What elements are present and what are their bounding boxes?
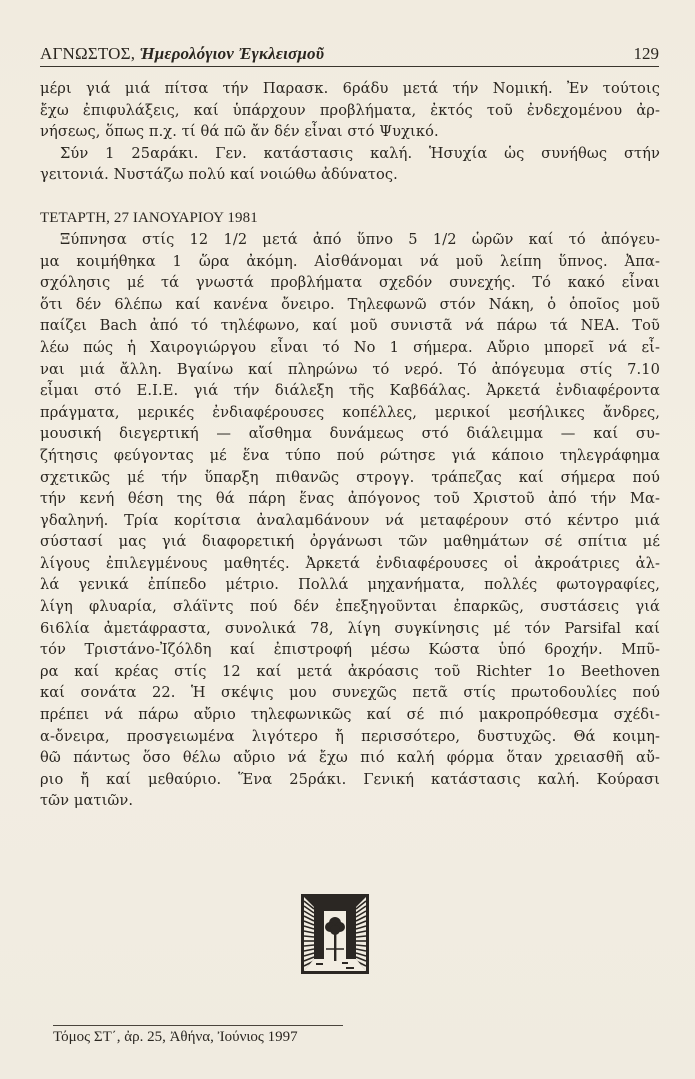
text-line: ἔχω ἐπιφυλάξεις, καί ὑπάρχουν προβλήματα, ἐκτός τοῦ ἐνδεχομένου ἀρ- <box>40 101 660 119</box>
text-line: παίζει Bach ἀπό τό τηλέφωνο, καί μοῦ συνιστᾶ νά πάρω τά ΝΕΑ. Τοῦ <box>40 317 660 335</box>
text-line: Σύν 1 25αράκι. Γεν. κατάστασις καλή. Ἡσυχία ὡς συνήθως στήν <box>60 144 660 162</box>
text-line: τῶν ματιῶν. <box>40 792 134 810</box>
text-line: καί σονάτα 22. Ἡ σκέψις μου συνεχῶς πετᾶ στίς πρωτο6ουλίες πού <box>40 684 660 702</box>
text-line: ριο ἤ καί μεθαύριο. Ἕνα 25ράκι. Γενική κατάστασις καλή. Κούρασι <box>40 770 660 788</box>
running-header <box>40 44 659 67</box>
text-line: μα κοιμήθηκα 1 ὥρα ἀκόμη. Αἰσθάνομαι νά μοῦ λείπη ὕπνος. Ἀπα- <box>40 252 660 270</box>
text-line: λίγους ἐπιλεγμένους μαθητές. Ἀρκετά ἐνδιαφέρουσες οἱ ἀκροάτριες ἀλ- <box>40 554 660 572</box>
text-line: εἶμαι στό Ε.Ι.Ε. γιά τήν διάλεξη τῆς Καβ6άλας. Ἀρκετά ἐνδιαφέροντα <box>40 382 660 400</box>
text-line: ζήτησις φεύγοντας μέ ἕνα τύπο πού ρώτησε γιά κάποιο τηλεγράφημα <box>40 446 660 464</box>
text-line: μέρι γιά μιά πίτσα τήν Παρασκ. 6ράδυ μετά τήν Νομική. Ἐν τούτοις <box>40 80 660 97</box>
page-number: 129 <box>633 44 659 63</box>
text-line: νήσεως, ὅπως π.χ. τί θά πῶ ἄν δέν εἶναι στό Ψυχικό. <box>40 123 439 141</box>
paragraph-1 <box>40 78 660 143</box>
text-line: θῶ πάντως ὅσο θέλω αὔριο νά ἔχω πιό καλή φόρμα ὅταν χρειασθῆ αὔ- <box>40 749 660 767</box>
text-line: λίγη φλυαρία, σλάϊντς πού δέν ἐπεξηγοῦνται ἐπαρκῶς, συστάσεις γιά <box>40 598 660 616</box>
text-line: σχόλησις μέ τά γνωστά προβλήματα σχεδόν συνεχής. Τό κακό εἶναι <box>40 274 660 292</box>
date-heading: ΤΕΤΑΡΤΗ, 27 ΙΑΝΟΥΑΡΙΟΥ 1981 <box>40 209 258 226</box>
body-text <box>40 78 660 812</box>
text-line: σχετικῶς μέ τήν ὕπαρξη πιθανῶς στρογγ. τράπεζας καί σήμερα πού <box>40 468 660 486</box>
text-line: ρα καί κρέας στίς 12 καί μετά ἀκρόασις τοῦ Richter 1o Beethoven <box>40 662 660 680</box>
text-line: σύστασί μας γιά διαφορετική ὀργάνωσι τῶν μαθημάτων σέ σπίτια μέ <box>40 533 660 551</box>
text-line: Ξύπνησα στίς 12 1/2 μετά ἀπό ὕπνο 5 1/2 ὡρῶν καί τό ἀπόγευ- <box>60 230 660 248</box>
text-line: λέω πώς ἡ Χαιρογιώργου εἶναι τό Νο 1 σήμερα. Αὔριο μπορεῖ νά εἶ- <box>40 338 660 356</box>
text-line: μουσική διεγερτική — αἴσθημα δυνάμεως στό διάλειμμα — καί συ- <box>40 425 660 443</box>
header-author: ΑΓΝΩΣΤΟΣ, <box>40 44 136 63</box>
paragraph-2 <box>40 143 660 186</box>
footer-citation: Τόμος ΣΤ΄, ἀρ. 25, Ἀθήνα, Ἰούνιος 1997 <box>53 1025 343 1046</box>
text-line: α-ὄνειρα, προσγειωμένα λιγότερο ἤ περισσότερο, δυστυχῶς. Θά κοιμη- <box>40 727 660 745</box>
text-line: 6ι6λία ἀμετάφραστα, συνολικά 78, λίγη συγκίνησις μέ τόν Parsifal καί <box>40 619 660 637</box>
diary-entry <box>40 229 660 812</box>
text-line: τήν κενή θέση της θά πάρη ἕνας ἀπόγονος τοῦ Χριστοῦ ἀπό τήν Μα- <box>40 490 660 508</box>
text-line: πρέπει νά πάρω αὔριο τηλεφωνικῶς καί σέ πιό μακροπρόθεσμα σχέδι- <box>40 706 660 724</box>
text-line: λά γενικά ἐπίπεδο μέτριο. Πολλά μηχανήματα, πολλές φωτογραφίες, <box>40 576 660 594</box>
text-line: τόν Τριστάνο-Ἰζόλδη καί ἐπιστροφή μέσω Κώστα ὑπό 6ροχήν. Μπῦ- <box>40 641 660 659</box>
tree-doorway-emblem-icon <box>300 893 370 975</box>
header-journal-title: Ἡμερολόγιον Ἐγκλεισμοῦ <box>139 44 325 63</box>
text-line: γδαληνή. Τρία κορίτσια ἀναλαμ6άνουν νά μεταφέρουν στό κέντρο μιά <box>40 511 660 529</box>
text-line: ναι μιά ἄλλη. Βγαίνω καί πληρώνω τό νερό. Τό ἀπόγευμα στίς 7.10 <box>40 360 660 378</box>
header-title <box>40 44 324 64</box>
text-line: γειτονιά. Νυστάζω πολύ καί νοιώθω ἀδύνατος. <box>40 166 398 184</box>
text-line: ὅτι δέν 6λέπω καί κανένα ὄνειρο. Τηλεφωνῶ στόν Νάκη, ὁ ὁποῖος μοῦ <box>40 295 660 313</box>
text-line: πράγματα, μερικές ἐνδιαφέρουσες κοπέλλες, μερικοί μεσήλικες ἄνδρες, <box>40 403 660 421</box>
